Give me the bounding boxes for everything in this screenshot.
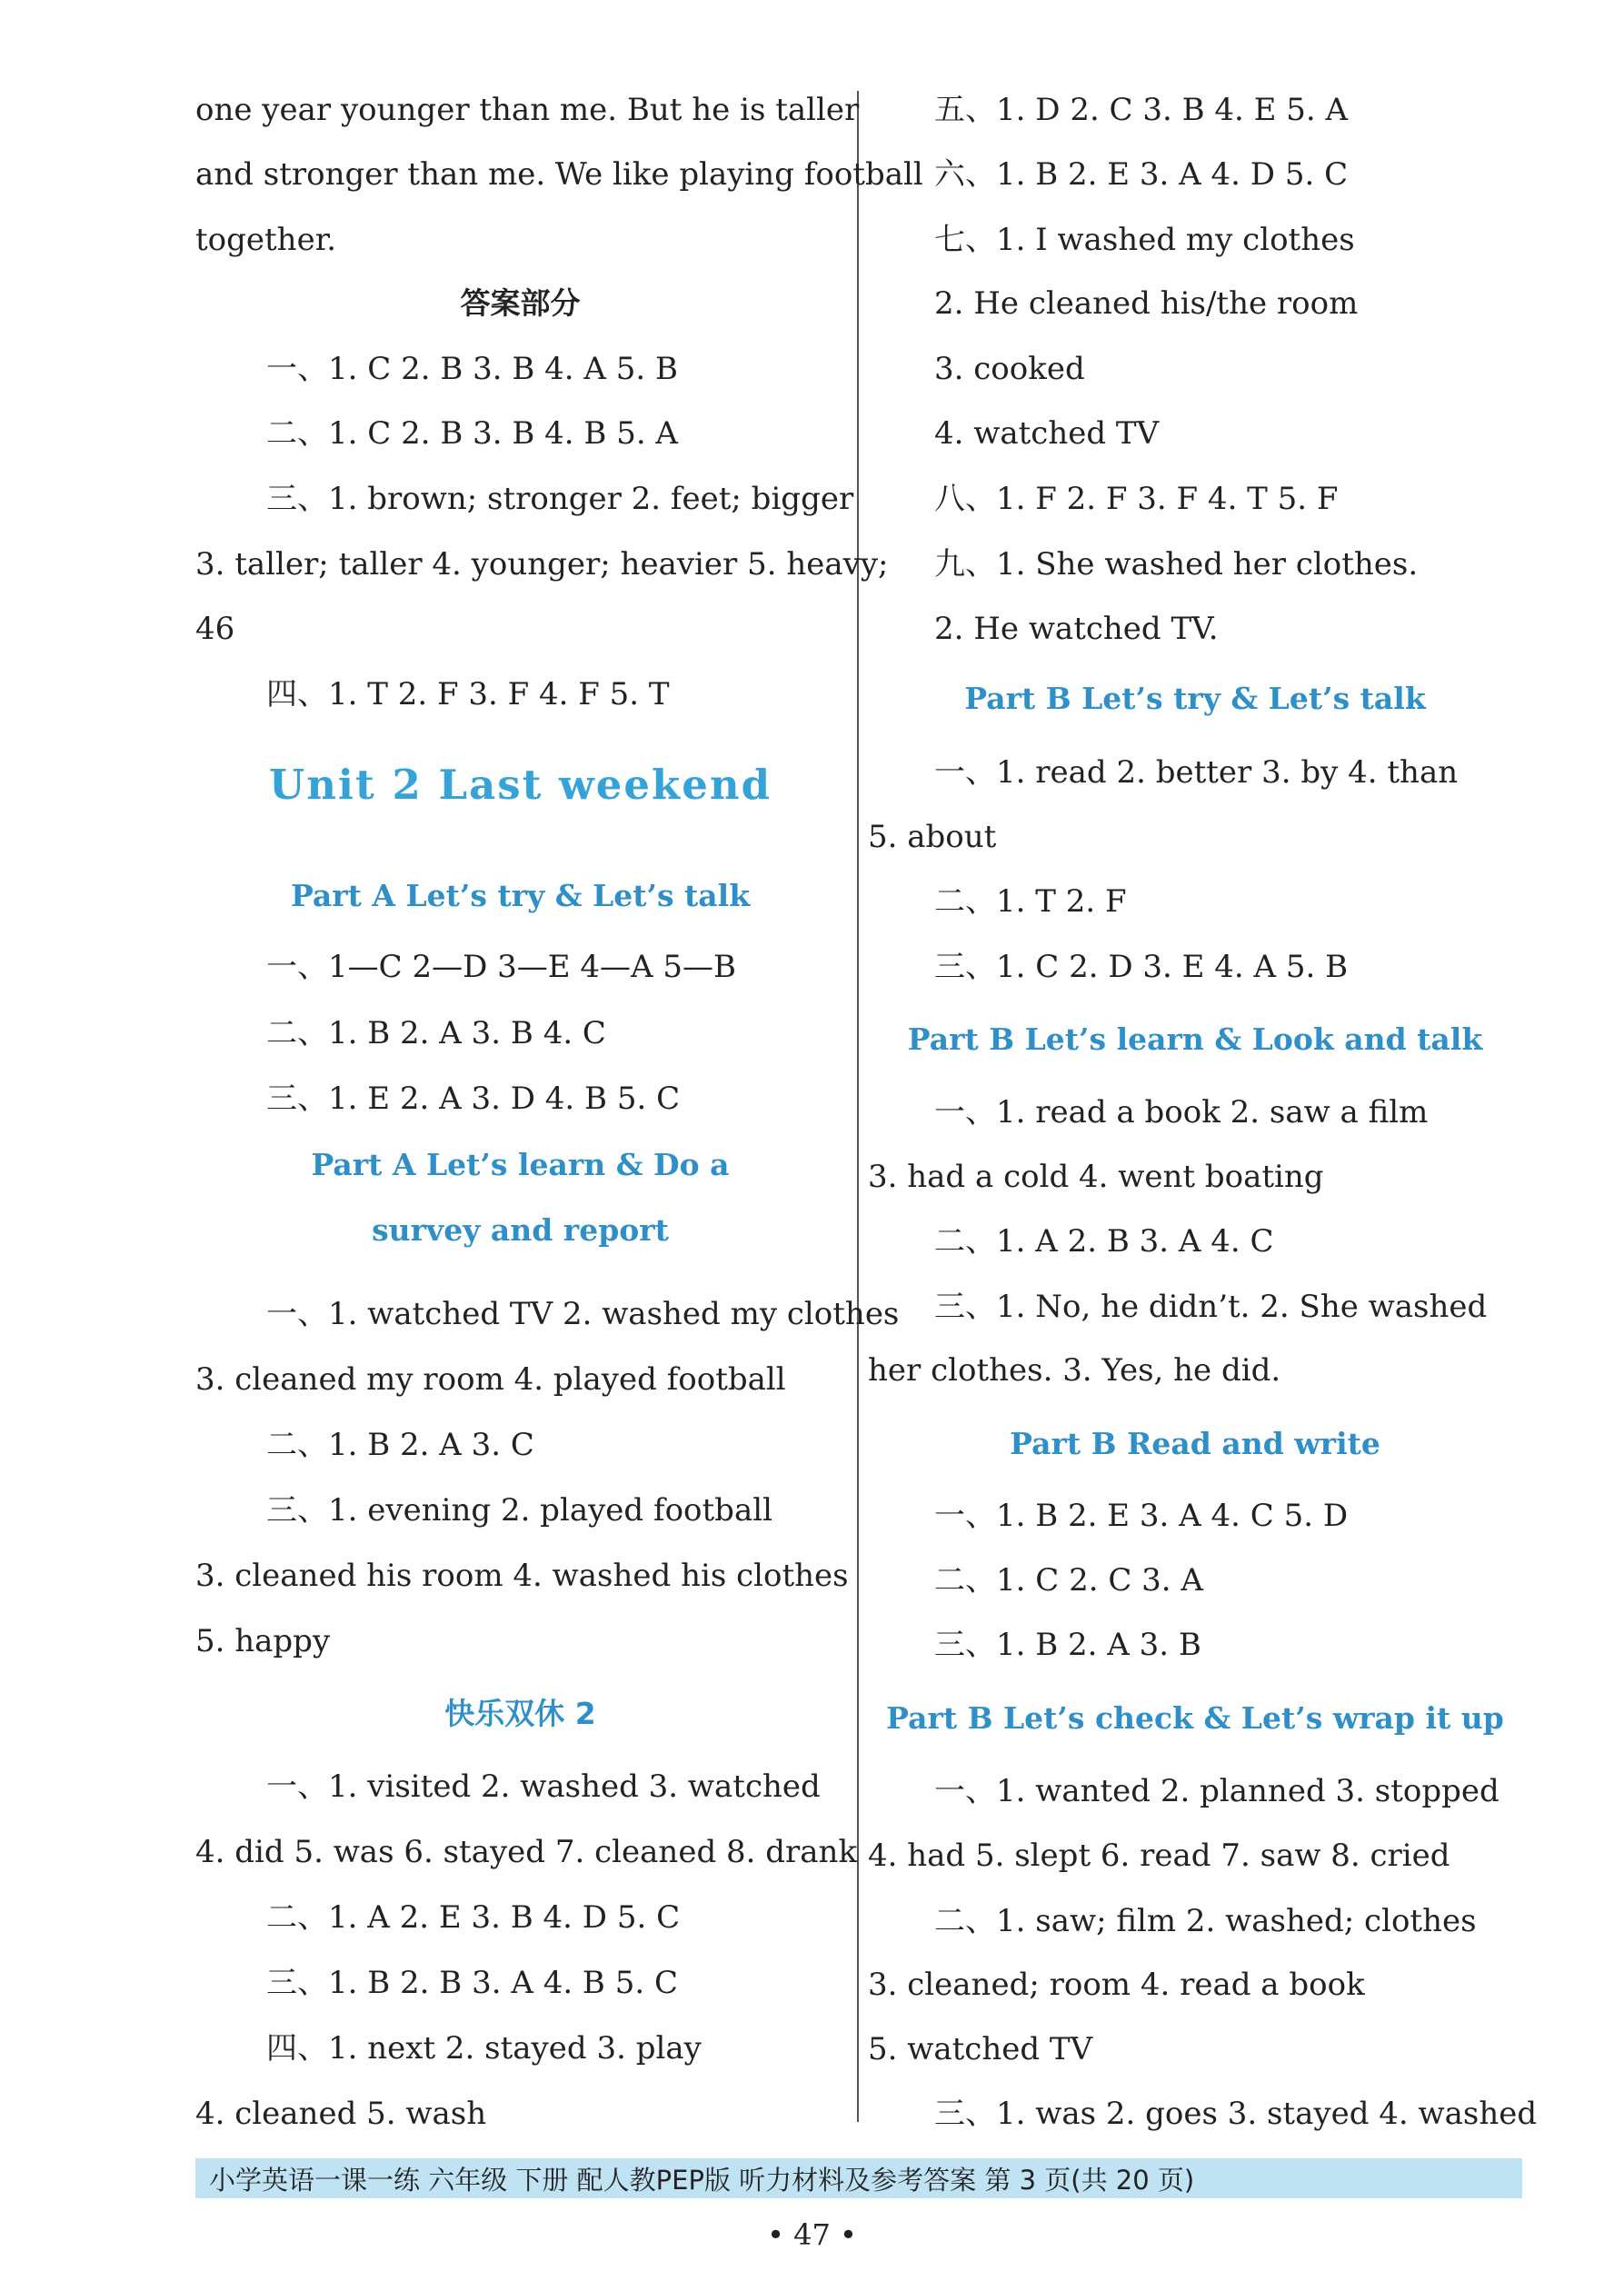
answer-line: 九、1. She washed her clothes.	[934, 546, 1419, 583]
unit-title: Unit 2 Last weekend	[268, 761, 772, 809]
answer-line: 七、1. I washed my clothes	[934, 222, 1355, 258]
section-title: Part B Let’s check & Let’s wrap it up	[886, 1700, 1504, 1736]
answer-line: 一、1. watched TV 2. washed my clothes	[266, 1296, 900, 1332]
answer-line: 46	[195, 611, 235, 647]
section-title: Part B Let’s learn & Look and talk	[907, 1021, 1483, 1057]
answer-line: 三、1. No, he didn’t. 2. She washed	[934, 1289, 1488, 1325]
section-title: 快乐双休 2	[444, 1696, 596, 1731]
answer-line: 二、1. A 2. B 3. A 4. C	[934, 1223, 1274, 1260]
section-title: Part A Let’s learn & Do a	[311, 1147, 730, 1182]
answer-line: 5. watched TV	[868, 2031, 1093, 2067]
intro-line: together.	[195, 222, 337, 258]
answer-line: 四、1. next 2. stayed 3. play	[266, 2030, 702, 2067]
answer-line: 3. cleaned my room 4. played football	[195, 1361, 786, 1398]
answer-line: 4. watched TV	[934, 415, 1160, 452]
answer-line: 二、1. C 2. C 3. A	[934, 1562, 1203, 1599]
answer-line: 一、1—C 2—D 3—E 4—A 5—B	[266, 949, 737, 985]
answer-line: 一、1. read a book 2. saw a film	[934, 1094, 1429, 1131]
answer-line: 3. cleaned; room 4. read a book	[868, 1967, 1365, 2003]
answer-line: 二、1. A 2. E 3. B 4. D 5. C	[266, 1899, 681, 1936]
answer-line: 一、1. read 2. better 3. by 4. than	[934, 754, 1459, 791]
answer-line: 3. cooked	[934, 351, 1085, 387]
answer-line: 二、1. saw; film 2. washed; clothes	[934, 1903, 1477, 1939]
answer-line: 一、1. visited 2. washed 3. watched	[266, 1768, 821, 1805]
answer-line: 三、1. was 2. goes 3. stayed 4. washed	[934, 2096, 1538, 2132]
answer-line: 2. He watched TV.	[934, 611, 1219, 647]
answer-line: 三、1. B 2. A 3. B	[934, 1627, 1201, 1663]
intro-line: one year younger than me. But he is taller	[195, 92, 860, 128]
answer-line: 二、1. B 2. A 3. C	[266, 1427, 534, 1463]
answer-line: 4. cleaned 5. wash	[195, 2096, 487, 2132]
answer-line: 六、1. B 2. E 3. A 4. D 5. C	[934, 156, 1349, 193]
answer-line: 2. He cleaned his/the room	[934, 285, 1359, 322]
section-title: survey and report	[372, 1212, 669, 1248]
intro-line: and stronger than me. We like playing football	[195, 156, 923, 193]
answers-title: 答案部分	[460, 285, 581, 321]
answer-line: 三、1. evening 2. played football	[266, 1492, 772, 1529]
answer-line: 一、1. B 2. E 3. A 4. C 5. D	[934, 1498, 1349, 1534]
answer-line: 3. had a cold 4. went boating	[868, 1159, 1324, 1195]
answer-line: 三、1. brown; stronger 2. feet; bigger	[266, 481, 854, 517]
answer-line: 三、1. E 2. A 3. D 4. B 5. C	[266, 1081, 681, 1117]
page-number: • 47 •	[767, 2217, 857, 2252]
answer-line: 四、1. T 2. F 3. F 4. F 5. T	[266, 676, 670, 712]
answer-line: 5. happy	[195, 1623, 331, 1659]
section-title: Part B Read and write	[1010, 1426, 1380, 1461]
column-divider	[857, 91, 859, 2122]
answer-line: 4. did 5. was 6. stayed 7. cleaned 8. drank	[195, 1834, 858, 1870]
answer-line: 4. had 5. slept 6. read 7. saw 8. cried	[868, 1838, 1450, 1874]
answer-line: 二、1. C 2. B 3. B 4. B 5. A	[266, 415, 678, 452]
answer-line: 二、1. T 2. F	[934, 883, 1127, 920]
answer-line: 一、1. wanted 2. planned 3. stopped	[934, 1773, 1499, 1809]
answer-line: her clothes. 3. Yes, he did.	[868, 1352, 1281, 1389]
section-title: Part A Let’s try & Let’s talk	[290, 878, 751, 913]
answer-line: 3. cleaned his room 4. washed his clothes	[195, 1558, 849, 1594]
section-title: Part B Let’s try & Let’s talk	[964, 681, 1426, 716]
answer-line: 二、1. B 2. A 3. B 4. C	[266, 1015, 606, 1051]
answer-line: 3. taller; taller 4. younger; heavier 5. heavy;	[195, 546, 889, 583]
answer-line: 5. about	[868, 819, 997, 855]
answer-line: 三、1. C 2. D 3. E 4. A 5. B	[934, 949, 1349, 985]
footer-text: 小学英语一课一练 六年级 下册 配人教PEP版 听力材料及参考答案 第 3 页(共 20 页)	[209, 2165, 1195, 2196]
answer-line: 三、1. B 2. B 3. A 4. B 5. C	[266, 1965, 678, 2001]
answer-line: 一、1. C 2. B 3. B 4. A 5. B	[266, 351, 678, 387]
answer-line: 五、1. D 2. C 3. B 4. E 5. A	[934, 92, 1349, 128]
answer-line: 八、1. F 2. F 3. F 4. T 5. F	[934, 481, 1339, 517]
